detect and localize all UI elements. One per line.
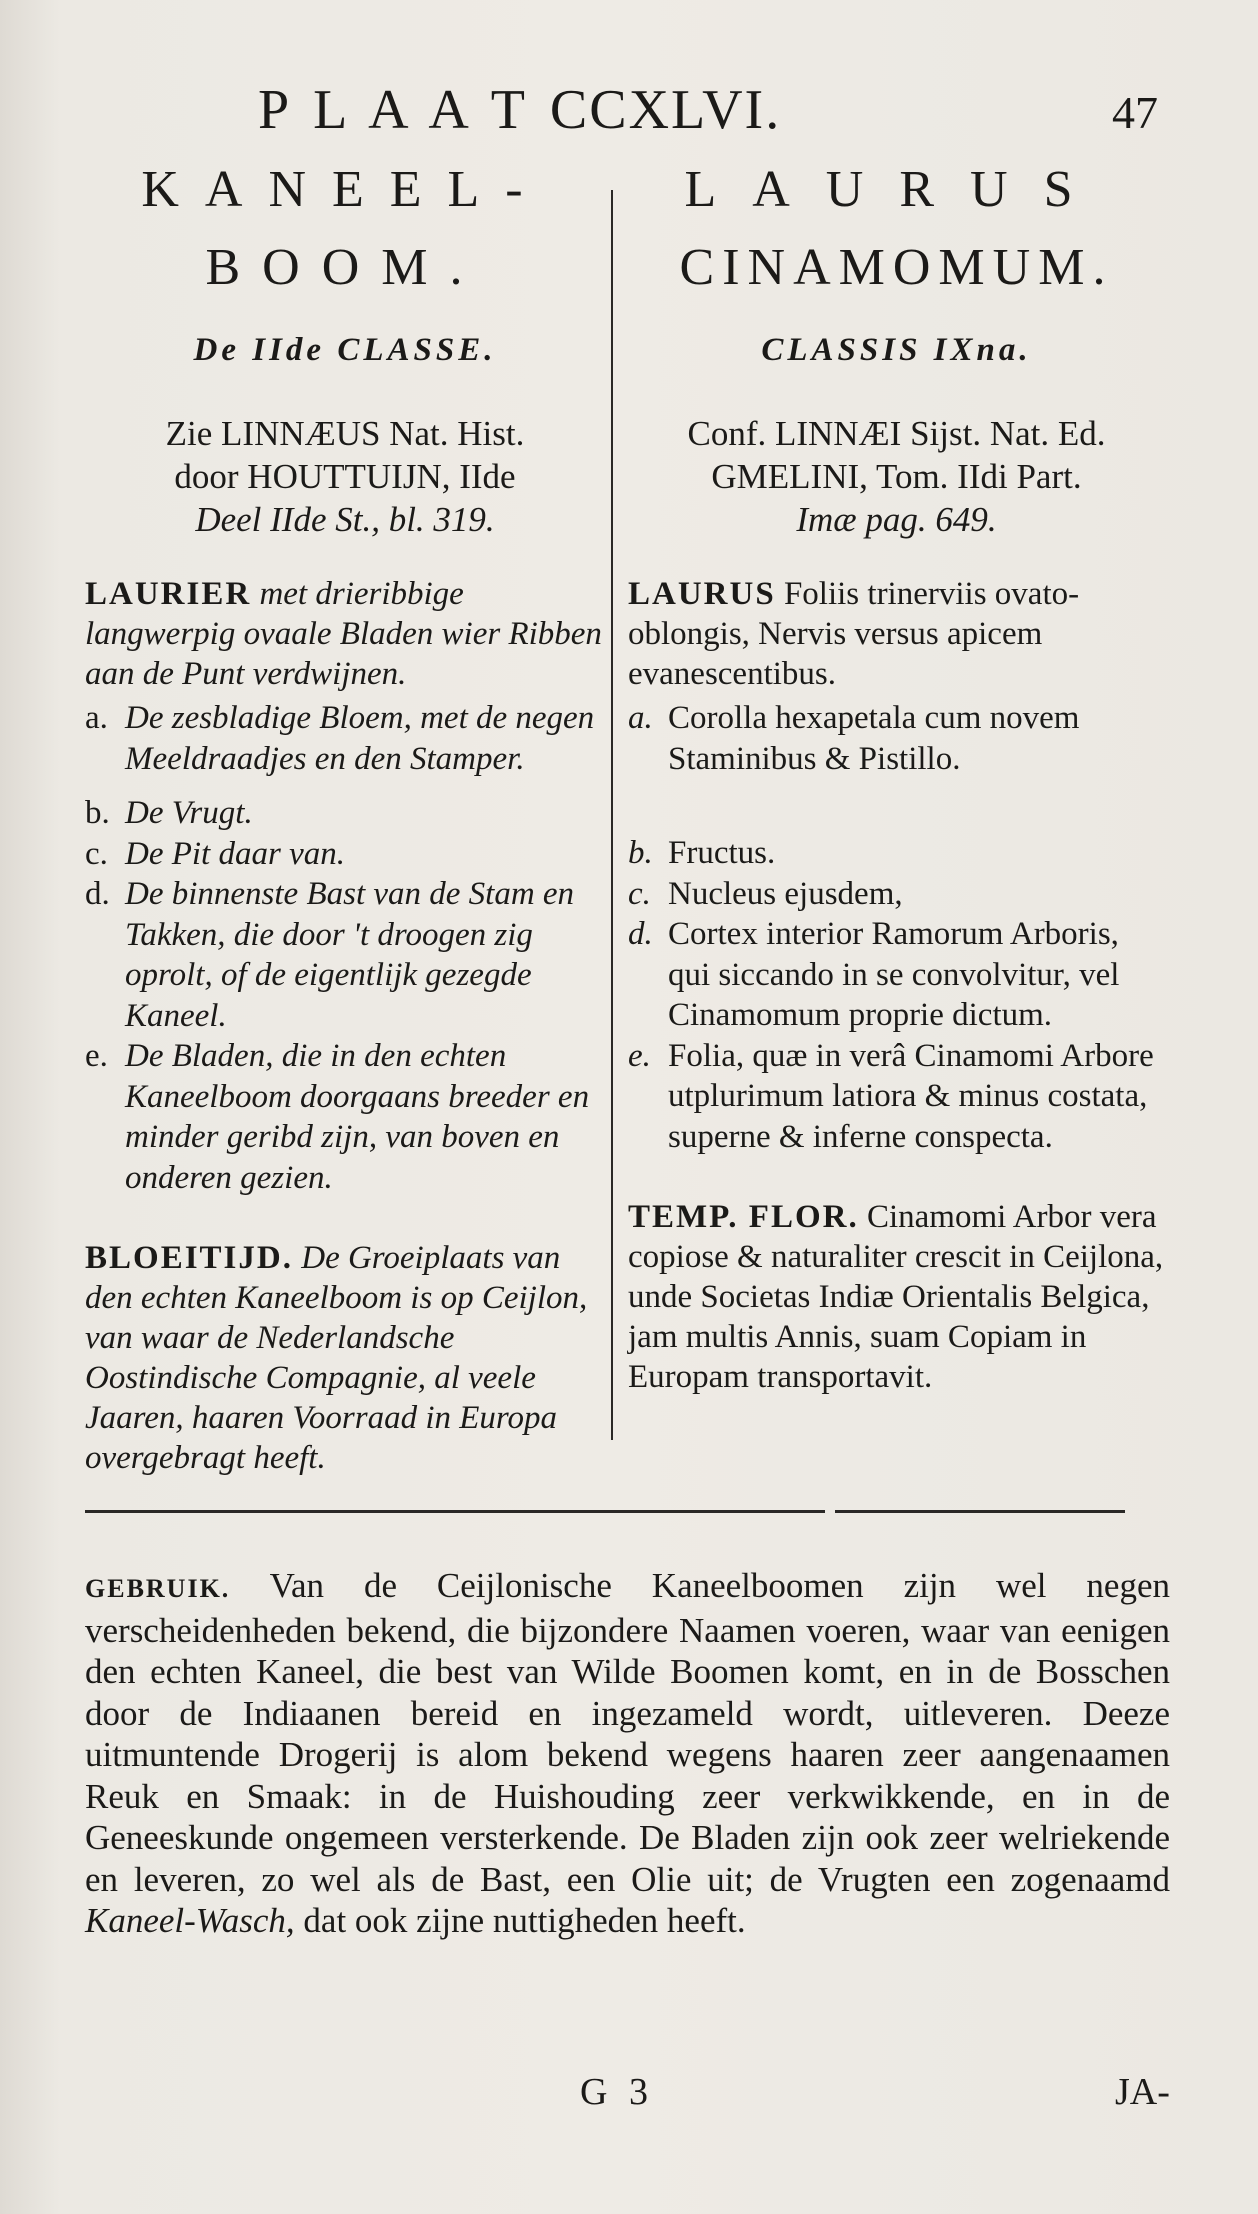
latin-flowering-note bbox=[628, 1197, 1165, 1397]
flowering-text: Cinamomi Arbor vera copiose & naturaliter crescit in Ceijlona, unde Societas Indiæ Orientalis Belgica, jam multis Annis, suam Copiam in Europam transportavit. bbox=[628, 1199, 1164, 1395]
item-label: b. bbox=[628, 835, 653, 871]
dutch-ref-line: Deel IIde St., bl. 319. bbox=[195, 500, 495, 539]
latin-description bbox=[628, 574, 1165, 694]
latin-figure-list bbox=[628, 698, 1165, 1157]
latin-title-line2: CINAMOMUM. bbox=[679, 239, 1114, 296]
list-item bbox=[85, 1036, 605, 1198]
item-label: e. bbox=[85, 1038, 108, 1074]
list-item bbox=[628, 914, 1165, 1036]
item-label: c. bbox=[628, 875, 651, 912]
dutch-reference bbox=[85, 412, 605, 552]
item-text: Cortex interior Ramorum Arboris, qui siccando in se convolvitur, vel Cinamomum proprie dictum. bbox=[668, 916, 1120, 1033]
dutch-desc-lead: LAURIER bbox=[85, 576, 252, 612]
item-label: b. bbox=[85, 795, 110, 831]
signature-mark: G 3 bbox=[580, 2071, 654, 2113]
dutch-column bbox=[85, 160, 605, 1478]
dutch-flowering-note bbox=[85, 1238, 605, 1478]
usage-paragraph bbox=[85, 1565, 1170, 1942]
catchword: JA- bbox=[1115, 2071, 1170, 2113]
flowering-text: De Groeiplaats van den echten Kaneelboom is op Ceijlon, van waar de Nederlandsche Oostindische Compagnie, al veele Jaaren, haaren Voorraad in Europa overgebragt heeft. bbox=[85, 1240, 588, 1476]
list-item bbox=[85, 874, 605, 1036]
item-label: c. bbox=[85, 835, 108, 872]
latin-reference bbox=[628, 412, 1165, 552]
latin-ref-line: Imæ pag. 649. bbox=[796, 500, 997, 539]
latin-ref-line: GMELINI, Tom. IIdi Part. bbox=[711, 457, 1082, 496]
latin-title-line1: LAURUS bbox=[684, 161, 1109, 218]
list-item bbox=[85, 793, 605, 834]
dutch-title-line1: KANEEL- bbox=[141, 161, 549, 218]
item-text: Nucleus ejusdem, bbox=[668, 875, 903, 912]
section-rule bbox=[85, 1510, 825, 1513]
dutch-classis: De IIde CLASSE. bbox=[193, 332, 497, 368]
item-label: d. bbox=[628, 916, 653, 952]
usage-italic-term: Kaneel-Wasch, bbox=[85, 1901, 295, 1940]
item-label: d. bbox=[85, 876, 110, 912]
item-text: Fructus. bbox=[668, 835, 776, 871]
dutch-description bbox=[85, 574, 605, 694]
item-text: De binnenste Bast van de Stam en Takken, die door 't droogen zig oprolt, of de eigentlijk gezegde Kaneel. bbox=[125, 876, 575, 1034]
dutch-ref-line: door HOUTTUIJN, IIde bbox=[174, 457, 516, 496]
usage-text: Van de Ceijlonische Kaneelboomen zijn wel negen verscheidenheden bekend, die bijzondere Naamen voeren, waar van eenigen den echten Kaneel, die best van Wilde Boomen komt, en in de Bosschen door de Indiaanen bereid en ingezameld wordt, uitleveren. Deeze uitmuntende Drogerij is alom bekend wegens haaren zeer aangenaamen Reuk en Smaak: in de Huishouding zeer verkwikkende, en in de Geneeskunde ongemeen versterkende. De Bladen zijn ook zeer welriekende en leveren, zo wel als de Bast, een Olie uit; de Vrugten een zogenaamd bbox=[85, 1566, 1170, 1899]
list-item bbox=[628, 698, 1165, 779]
latin-desc-text: Foliis trinerviis ovato-oblongis, Nervis versus apicem evanescentibus. bbox=[628, 576, 1080, 692]
section-rule bbox=[835, 1510, 1125, 1513]
flowering-lead: BLOEITIJD. bbox=[85, 1240, 293, 1276]
list-item bbox=[628, 833, 1165, 874]
dutch-figure-list bbox=[85, 698, 605, 1198]
item-text: De zesbladige Bloem, met de negen Meeldraadjes en den Stamper. bbox=[125, 700, 595, 777]
latin-column bbox=[620, 160, 1165, 1397]
item-label: e. bbox=[628, 1037, 651, 1074]
plate-title: P L A A T CCXLVI. bbox=[258, 79, 782, 141]
item-text: De Pit daar van. bbox=[125, 835, 345, 872]
list-item bbox=[628, 1036, 1165, 1158]
latin-classis: CLASSIS IXna. bbox=[761, 332, 1032, 368]
column-divider bbox=[611, 190, 613, 1440]
item-text: De Bladen, die in den echten Kaneelboom doorgaans breeder en minder geribd zijn, van boven en onderen gezien. bbox=[125, 1038, 590, 1196]
item-text: Folia, quæ in verâ Cinamomi Arbore utplurimum latiora & minus costata, superne & inferne conspecta. bbox=[668, 1037, 1154, 1155]
list-item bbox=[85, 834, 605, 875]
page-number: 47 bbox=[1112, 87, 1158, 138]
latin-desc-lead: LAURUS bbox=[628, 576, 776, 612]
item-text: Corolla hexapetala cum novem Staminibus & Pistillo. bbox=[668, 700, 1080, 777]
flowering-lead: TEMP. FLOR. bbox=[628, 1199, 859, 1235]
usage-tail: dat ook zijne nuttigheden heeft. bbox=[303, 1901, 746, 1940]
usage-lead: GEBRUIK. bbox=[85, 1574, 231, 1603]
item-text: De Vrugt. bbox=[125, 795, 253, 831]
dutch-desc-text: met drieribbige langwerpig ovaale Bladen wier Ribben aan de Punt verdwijnen. bbox=[85, 576, 602, 692]
dutch-ref-line: Zie LINNÆUS Nat. Hist. bbox=[165, 414, 525, 453]
list-item bbox=[85, 698, 605, 779]
page-header bbox=[0, 78, 1258, 148]
dutch-title-line2: BOOM. bbox=[205, 239, 485, 296]
item-label: a. bbox=[85, 700, 108, 736]
list-item bbox=[628, 874, 1165, 915]
item-label: a. bbox=[628, 700, 653, 736]
latin-ref-line: Conf. LINNÆI Sijst. Nat. Ed. bbox=[687, 414, 1106, 453]
